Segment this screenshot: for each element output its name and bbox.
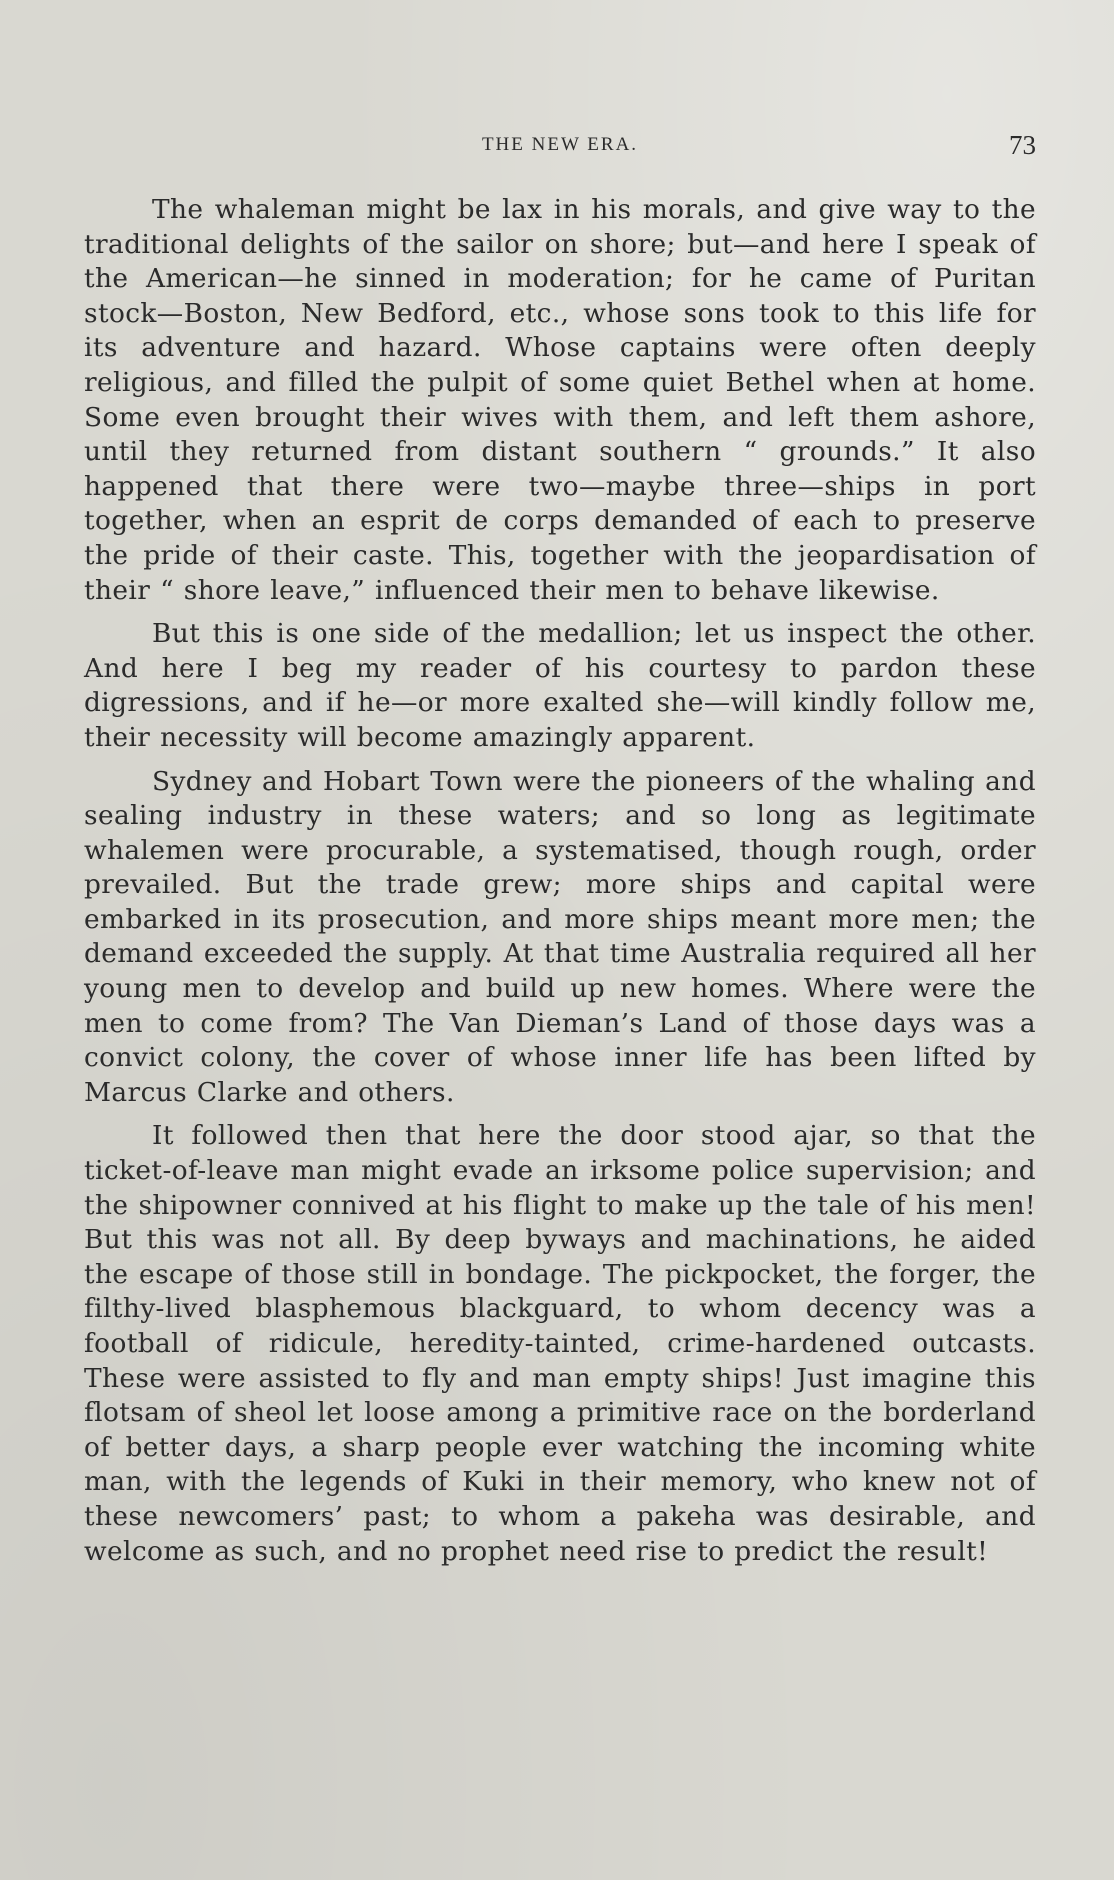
body-text (84, 193, 1036, 1578)
paragraph-3: Sydney and Hobart Town were the pioneers of the whaling and sealing industry in these waters; and so long as legitimate whalemen were procurable, a systematised, though rough, order prevailed. But the trade grew; more ships and capital were embarked in its prosecution, and more ships meant more men; the demand exceeded the supply. At that time Australia required all her young men to develop and build up new homes. Where were the men to come from? The Van Dieman’s Land of those days was a convict colony, the cover of whose inner life has been lifted by Marcus Clarke and others. (84, 765, 1036, 1108)
page-number: 73 (1009, 130, 1036, 160)
running-head (84, 130, 1036, 166)
paragraph-1: The whaleman might be lax in his morals, and give way to the traditional delights of the sailor on shore; but—and here I speak of the American—he sinned in moderation; for he came of Puritan stock—Boston, New Bedford, etc., whose sons took to this life for its adventure and hazard. Whose captains were often deeply religious, and filled the pulpit of some quiet Bethel when at home. Some even brought their wives with them, and left them ashore, until they returned from distant southern “ grounds.” It also happened that there were two—maybe three—ships in port together, when an esprit de corps demanded of each to preserve the pride of their caste. This, together with the jeopardisation of their “ shore leave,” influenced their men to behave likewise. (84, 194, 1036, 606)
running-title: THE NEW ERA. (481, 134, 639, 155)
paragraph-2: But this is one side of the medallion; let us inspect the other. And here I beg my reader of his courtesy to pardon these digressions, and if he—or more exalted she—will kindly follow me, their necessity will become amazingly apparent. (84, 618, 1036, 753)
paragraph-4: It followed then that here the door stood ajar, so that the ticket-of-leave man might evade an irksome police supervision; and the shipowner connived at his flight to make up the tale of his men! But this was not all. By deep byways and machinations, he aided the escape of those still in bondage. The pickpocket, the forger, the filthy-lived blasphemous blackguard, to whom decency was a football of ridicule, heredity-tainted, crime-hardened outcasts. These were assisted to fly and man empty ships! Just imagine this flotsam of sheol let loose among a primitive race on the borderland of better days, a sharp people ever watching the incoming white man, with the legends of Kuki in their memory, who knew not of these newcomers’ past; to whom a pakeha was desirable, and welcome as such, and no prophet need rise to predict the result! (84, 1120, 1036, 1567)
